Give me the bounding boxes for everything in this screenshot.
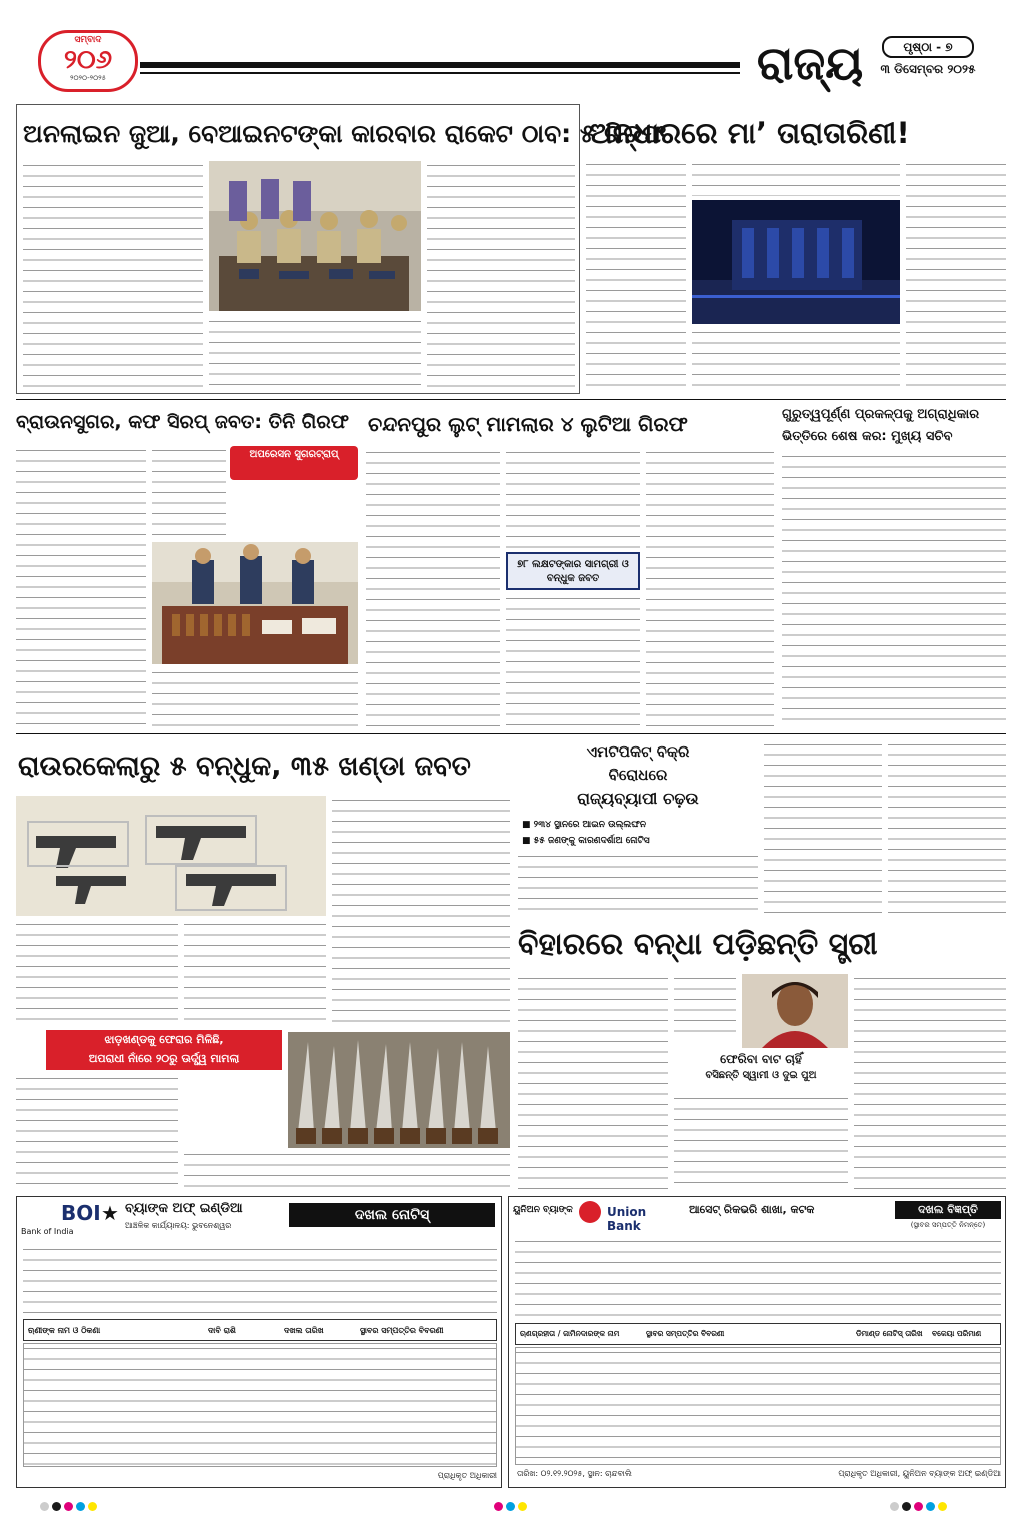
taratarini-body-col1 (586, 160, 686, 390)
masthead-rule-thin (140, 72, 740, 74)
union-notice-title: ଦଖଲ ବିଜ୍ଞପ୍ତି (895, 1201, 1001, 1219)
boi-table-header (23, 1319, 497, 1341)
square-bullet-icon: ■ (522, 820, 534, 830)
union-logo-or: ୟୁନିଅନ ବ୍ୟାଙ୍କ (513, 1205, 573, 1215)
boi-footer: ପ୍ରାଧିକୃତ ଅଧିକାରୀ (437, 1471, 497, 1480)
chiefsecy-headline-1: ଗୁରୁତ୍ୱପୂର୍ଣ୍ଣ ପ୍ରକଳ୍ପକୁ ଅଗ୍ରାଧିକାର (782, 407, 980, 422)
badge-top-text: ସମ୍ବାଦ (74, 35, 102, 45)
bihar-caption-line-1: ଫେରିବା ବାଟ ଚାହିଁ (720, 1052, 802, 1066)
brownsugar-headline: ବ୍ରାଉନସୁଗର, କଫ ସିରପ୍ ଜବତ: ତିନି ଗିରଫ (16, 411, 350, 433)
boi-bank-name-or: ବ୍ୟାଙ୍କ ଅଫ୍ ଇଣ୍ଡିଆ (125, 1201, 243, 1216)
chandanpur-callout (506, 552, 640, 590)
union-footer-left: ତାରିଖ: ୦୨.୧୨.୨୦୨୫, ସ୍ଥାନ: ଚାନ୍ଦବାଲି (517, 1469, 632, 1478)
rourkela-body-col2 (184, 920, 326, 1028)
boi-logo-text: BOI (61, 1201, 101, 1225)
square-bullet-icon: ■ (522, 836, 534, 846)
taratarini-headline: ଅନ୍ଧାରରେ ମା’ ତାରାତାରିଣୀ! (590, 116, 910, 150)
taratarini-body-col2 (692, 160, 900, 196)
boi-bank-name-en: Bank of India (21, 1227, 74, 1236)
divider (16, 399, 1006, 400)
gambling-story (16, 104, 667, 394)
mtp-body (518, 852, 758, 916)
union-possession-notice-ad (508, 1196, 1006, 1488)
gambling-body-col2 (209, 317, 421, 387)
bihar-headline: ବିହାରରେ ବନ୍ଧା ପଡ଼ିଛନ୍ତି ସ୍ତ୍ରୀ (518, 927, 878, 962)
union-col-borrower: ଋଣଗ୍ରହୀତା / ଜାମିନଦାରଙ୍କ ନାମ (520, 1329, 620, 1338)
brownsugar-body-col1 (16, 446, 146, 728)
mtp-bullet-2-text: ୫୫ ଜଣଙ୍କୁ କାରଣଦର୍ଶାଅ ନୋଟିସ (533, 836, 650, 846)
boi-possession-notice-ad (16, 1196, 502, 1488)
section-title: ରାଜ୍ୟ (756, 36, 864, 90)
mtp-body-col2 (764, 740, 882, 916)
rourkela-headline: ରାଉରକେଲାରୁ ୫ ବନ୍ଧୁକ, ୩୫ ଖଣ୍ଡା ଜବତ (18, 751, 471, 782)
rourkela-red-banner (46, 1030, 282, 1070)
union-table-header (515, 1323, 1001, 1345)
brownsugar-story (16, 402, 360, 730)
seized-swords-photo (288, 1032, 510, 1148)
masthead (0, 0, 1020, 100)
rourkela-banner-line-1: ଝାଡ଼ଖଣ୍ଡକୁ ଫେରାର ମିଳିଛି, (104, 1033, 224, 1046)
mtp-headline-3: ରାଜ୍ୟବ୍ୟାପୀ ଚଢ଼ଉ (577, 789, 699, 808)
bihar-body-col2b (674, 1094, 848, 1190)
rourkela-body-col1 (16, 920, 178, 1028)
operation-tag (230, 446, 358, 480)
taratarini-story (586, 104, 1006, 394)
gambling-body-col3 (427, 161, 575, 387)
mtp-bullet-2 (522, 834, 758, 848)
chandanpur-headline: ଚନ୍ଦନପୁର ଲୁଟ୍ ମାମଲାର ୪ ଲୁଟିଆ ଗିରଫ (368, 412, 688, 436)
chandanpur-callout-text: ୭୮ ଲକ୍ଷଟଙ୍କାର ସାମଗ୍ରୀ ଓ ବନ୍ଧୁକ ଜବତ (517, 559, 629, 584)
brownsugar-seizure-photo (152, 542, 358, 664)
mtp-headline-1: ଏମଟିପିକିଟ୍ ବିକ୍ରି (586, 743, 690, 761)
union-emblem-icon (579, 1201, 601, 1223)
bihar-body-col3 (854, 974, 1006, 1190)
boi-notice-title: ଦଖଲ ନୋଟିସ୍ (289, 1203, 495, 1227)
union-notice-body (515, 1237, 1001, 1319)
union-footer-right: ପ୍ରାଧିକୃତ ଅଧିକାରୀ, ୟୁନିଅନ ବ୍ୟାଙ୍କ ଅଫ୍ ଇଣ୍ଡିଆ (838, 1469, 1001, 1478)
rourkela-body-col4 (184, 1150, 510, 1190)
bihar-story (518, 920, 1006, 1192)
boi-logo (21, 1201, 121, 1241)
chiefsecy-headline-2: ଭିତ୍ତିରେ ଶେଷ କର: ମୁଖ୍ୟ ସଚିବ (782, 429, 953, 444)
gambling-headline: ଅନଲାଇନ ଜୁଆ, ବେଆଇନଟଙ୍କା କାରବାର ରାକେଟ ଠାବ: ୫ ଗିରଫ (23, 119, 667, 148)
chandanpur-body-col3 (646, 448, 774, 728)
bihar-body-col2 (674, 974, 736, 1034)
registration-marks-left (40, 1496, 130, 1508)
union-logo-en: Union Bank (607, 1205, 647, 1233)
rourkela-story (16, 736, 510, 1192)
union-branch: ଆସେଟ୍ ରିକଭରି ଶାଖା, କଟକ (689, 1203, 815, 1216)
mtp-bullet-1-text: ୨୩୪ ସ୍ଥାନରେ ଆଇନ ଉଲ୍ଲଙ୍ଘନ (533, 820, 647, 830)
chandanpur-body-col1 (366, 448, 500, 728)
union-table-body (515, 1347, 1001, 1465)
chandanpur-story (366, 402, 776, 730)
taratarini-body-col3 (906, 160, 1006, 390)
masthead-rule (140, 62, 740, 68)
union-notice-subtitle: (ସ୍ଥାବର ସମ୍ପତ୍ତି ନିମନ୍ତେ) (910, 1221, 986, 1229)
divider (16, 733, 1006, 734)
boi-col-date: ଦଖଲ ତାରିଖ (284, 1326, 324, 1335)
page-date: ୩ ଡିସେମ୍ବର ୨୦୨୫ (880, 62, 976, 76)
page-number: ପୃଷ୍ଠା - ୭ (882, 36, 974, 58)
boi-col-demand: ଦାବି ରାଶି (208, 1326, 236, 1335)
mtp-body-col3 (888, 740, 1006, 916)
chandanpur-body-col2 (506, 448, 640, 548)
boi-table-body (23, 1343, 497, 1467)
union-logo (513, 1201, 683, 1231)
badge-bottom-text: ୨୦୨୦-୨୦୨୫ (69, 74, 107, 82)
chandanpur-body-col2b (506, 594, 640, 728)
bihar-body-col1 (518, 974, 668, 1190)
taratarini-body-col2b (692, 328, 900, 390)
union-col-property: ସ୍ଥାବର ସମ୍ପତ୍ତିର ବିବରଣୀ (646, 1329, 725, 1338)
registration-marks-center (480, 1496, 540, 1508)
operation-tag-text: ଅପରେସନ ସୁଗରଟ୍ରାପ୍ (249, 449, 339, 460)
temple-night-photo (692, 200, 900, 324)
anniversary-badge (38, 30, 138, 92)
badge-number: ୨୦୬ (63, 45, 113, 75)
bihar-photo-caption (674, 1050, 848, 1090)
woman-portrait-photo (742, 974, 848, 1048)
chiefsecy-story (782, 402, 1006, 730)
registration-marks-right (890, 1496, 980, 1508)
star-icon: ★ (101, 1201, 119, 1225)
rourkela-body-col1b (16, 1074, 178, 1190)
boi-col-borrower: ଋଣୀଙ୍କ ନାମ ଓ ଠିକଣା (28, 1326, 101, 1335)
chiefsecy-body (782, 452, 1006, 728)
boi-notice-body (23, 1245, 497, 1315)
mtp-headline-2: ବିରୋଧରେ (608, 766, 668, 784)
mtp-story (518, 740, 758, 918)
union-col-amount: ବକେୟା ପରିମାଣ (932, 1329, 982, 1338)
rourkela-banner-line-2: ଅପରାଧୀ ନାଁରେ ୨୦ରୁ ଊର୍ଦ୍ଧ୍ୱ ମାମଲା (88, 1052, 240, 1065)
mtp-bullet-1 (522, 818, 758, 832)
boi-address: ଆଞ୍ଚଳିକ କାର୍ଯ୍ୟାଳୟ: ଭୁବନେଶ୍ୱର (125, 1221, 232, 1230)
seized-guns-photo (16, 796, 326, 916)
boi-col-property: ସ୍ଥାବର ସମ୍ପତ୍ତିର ବିବରଣୀ (360, 1326, 444, 1335)
bihar-caption-line-2: ବସିଛନ୍ତି ସ୍ୱାମୀ ଓ ଦୁଇ ପୁଅ (705, 1070, 817, 1081)
gambling-body-col1 (23, 161, 203, 387)
brownsugar-body-col3 (152, 668, 358, 728)
gambling-press-photo (209, 161, 421, 311)
rourkela-body-col3 (332, 796, 510, 1028)
union-col-date: ଡିମାଣ୍ଡ ନୋଟିସ୍ ତାରିଖ (856, 1329, 923, 1338)
brownsugar-body-col2 (152, 446, 226, 538)
